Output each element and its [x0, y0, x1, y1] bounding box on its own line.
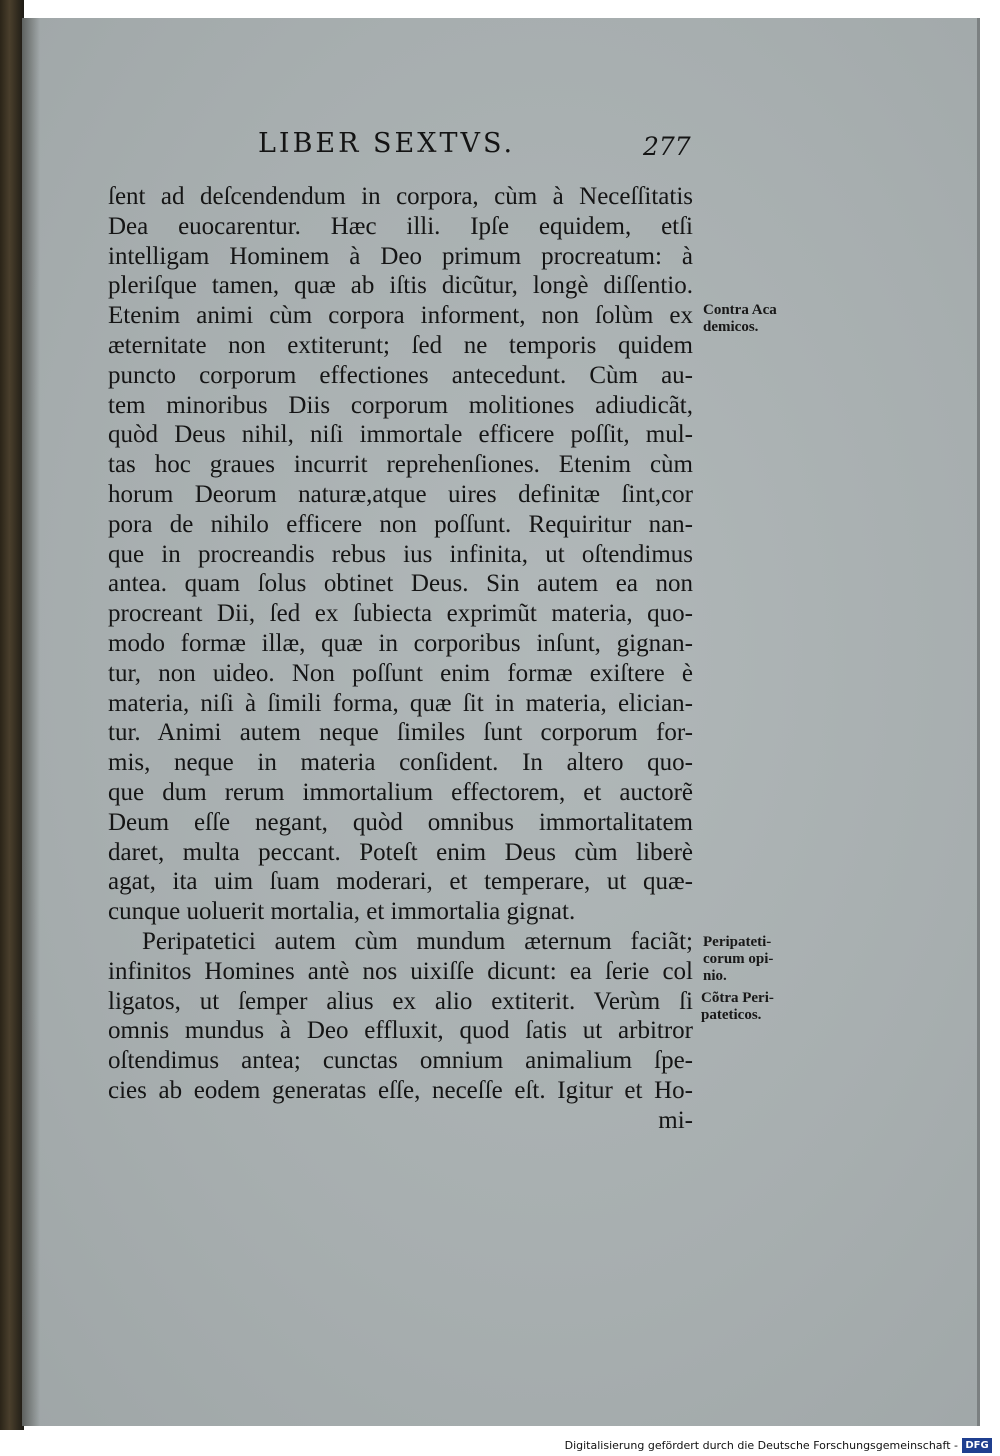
text-line: tem minoribus Diis corporum molitiones adiudicãt, [108, 391, 693, 419]
margin-note-line: Contra Aca [703, 302, 777, 318]
running-head: LIBER SEXTVS. [258, 128, 516, 159]
text-line: ſent ad deſcendendum in corpora, cùm à Neceſſitatis [108, 183, 693, 210]
margin-note-contra-peripateticos [701, 990, 821, 1024]
text-line: oſtendimus antea; cunctas omnium animalium ſpe- [108, 1047, 693, 1075]
margin-note-peripateticorum-opinio [703, 934, 823, 985]
text-line: tur. Animi autem neque ſimiles ſunt corporum for- [108, 719, 693, 747]
gutter-shadow [22, 18, 40, 1426]
text-line: infinitos Homines antè nos uixiſſe dicunt: ea ſerie col [108, 957, 693, 985]
page-header [0, 128, 1000, 168]
margin-note-line: Cõtra Peri- [701, 990, 774, 1006]
text-line: pora de nihilo efficere non poſſunt. Requiritur nan- [108, 510, 693, 538]
text-line: horum Deorum naturæ,atque uires definitæ ſint,cor [108, 480, 693, 508]
text-line: que dum rerum immortalium effectorem, et auctorẽ [108, 778, 693, 806]
page-number: 277 [643, 132, 691, 161]
text-line: æternitate non extiterunt; ſed ne temporis quidem [108, 331, 693, 359]
text-line-paragraph-start: Peripatetici autem cùm mundum æternum faciãt; [142, 927, 693, 955]
text-line: puncto corporum effectiones antecedunt. Cùm au- [108, 361, 693, 389]
margin-note-line: Peripateti- [703, 934, 772, 950]
text-line: cunque uoluerit mortalia, et immortalia gignat. [108, 898, 576, 926]
text-line: tas hoc graues incurrit reprehenſiones. Etenim cùm [108, 451, 693, 479]
text-line: Dea euocarentur. Hæc illi. Ipſe equidem, etſi [108, 212, 693, 240]
digitization-footer [0, 1437, 1000, 1456]
text-line: procreant Dii, ſed ex ſubiecta exprimũt materia, quo- [108, 600, 693, 628]
main-text-block [108, 182, 693, 1136]
margin-note-line: pateticos. [701, 1007, 762, 1023]
margin-note-line: corum opi- [703, 951, 774, 967]
margin-note-line: nio. [703, 968, 727, 984]
text-line: antea. quam ſolus obtinet Deus. Sin autem ea non [108, 570, 693, 598]
text-line: pleriſque tamen, quæ ab iſtis dicũtur, longè diſſentio. [108, 272, 693, 300]
text-line: agat, ita uim ſuam moderari, et temperare, ut quæ- [108, 868, 693, 896]
text-line: que in procreandis rebus ius infinita, ut oſtendimus [108, 540, 693, 568]
text-line: ligatos, ut ſemper alius ex alio extiterit. Verùm ſi [108, 987, 693, 1015]
text-line: cies ab eodem generatas eſſe, neceſſe eſt. Igitur et Ho- [108, 1076, 693, 1104]
text-line: quòd Deus nihil, niſi immortale efficere poſſit, mul- [108, 421, 693, 449]
text-line: omnis mundus à Deo effluxit, quod ſatis ut arbitror [108, 1017, 693, 1045]
text-line: modo formæ illæ, quæ in corporibus inſunt, gignan- [108, 629, 693, 657]
dfg-logo: DFG [962, 1438, 992, 1453]
book-spine-edge [0, 0, 24, 1430]
text-line: Deum eſſe negant, quòd omnibus immortalitatem [108, 808, 693, 836]
text-line: Etenim animi cùm corpora informent, non ſolùm ex [108, 302, 693, 330]
text-line: daret, multa peccant. Poteſt enim Deus cùm liberè [108, 838, 693, 866]
text-line: mis, neque in materia conſident. In altero quo- [108, 749, 693, 777]
margin-note-line: demicos. [703, 319, 759, 335]
margin-note-contra-academicos [703, 302, 823, 336]
text-line: tur, non uideo. Non poſſunt enim formæ exiſtere è [108, 659, 693, 687]
catchword: mi- [658, 1106, 693, 1134]
text-line: intelligam Hominem à Deo primum procreatum: à [108, 242, 693, 270]
text-line: materia, niſi à ſimili forma, quæ ſit in materia, elician- [108, 689, 693, 717]
funding-credit: Digitalisierung gefördert durch die Deutsche Forschungsgemeinschaft - [564, 1439, 958, 1452]
